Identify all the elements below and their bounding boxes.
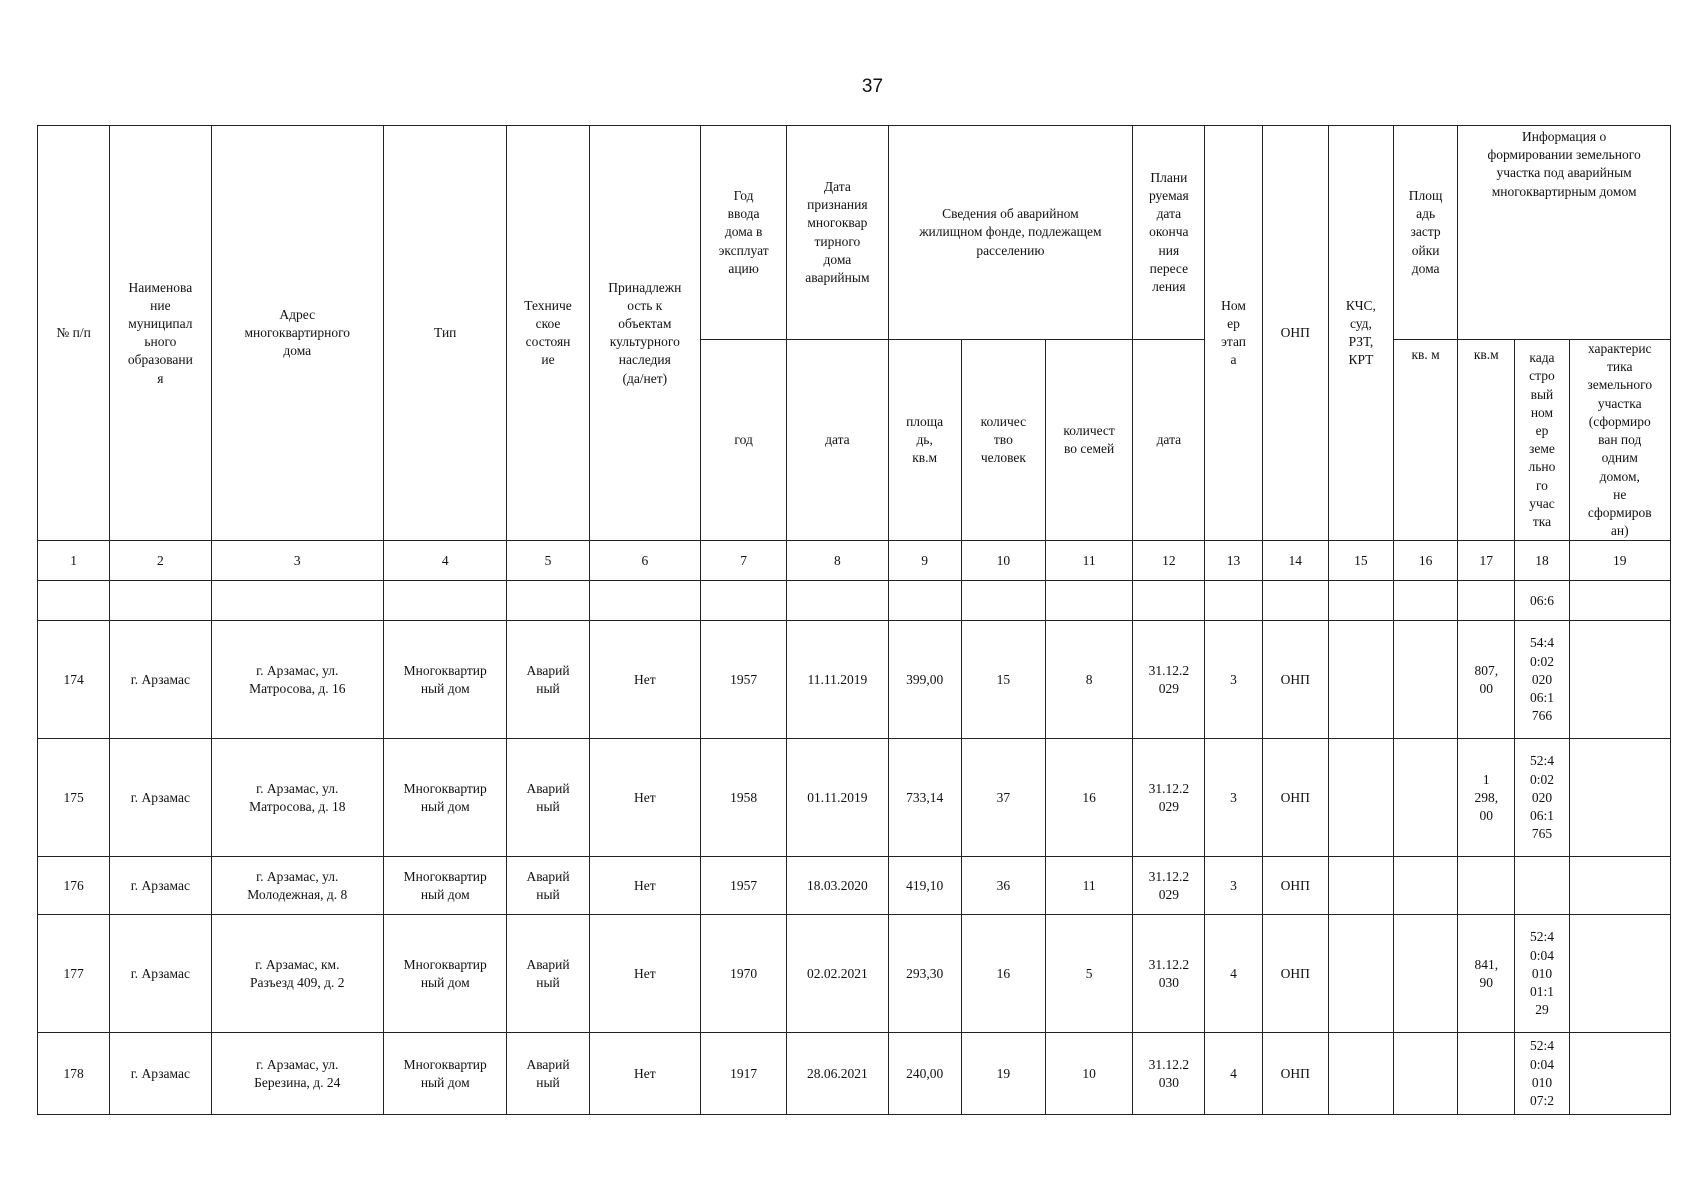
column-number-row <box>38 541 1671 581</box>
subheader-families: количест во семей <box>1046 340 1133 541</box>
cell-address: г. Арзамас, ул. Березина, д. 24 <box>211 1033 384 1115</box>
cell-municipality: г. Арзамас <box>110 739 211 857</box>
header-land-info: Информация о формировании земельного участка под аварийным многоквартирным домом <box>1458 126 1671 340</box>
column-number: 12 <box>1133 541 1205 581</box>
header-year: Год ввода дома в эксплуат ацию <box>700 126 786 340</box>
cell-stage: 3 <box>1205 739 1262 857</box>
cell-families: 8 <box>1046 621 1133 739</box>
cell-land-area <box>1458 857 1515 915</box>
subheader-people: количес тво человек <box>961 340 1045 541</box>
cell-state: Аварий ный <box>507 1033 589 1115</box>
cell-type: Многоквартир ный дом <box>384 915 507 1033</box>
cell-families: 11 <box>1046 857 1133 915</box>
empty-cell <box>38 581 110 621</box>
cell-onp: ОНП <box>1262 915 1328 1033</box>
cell-num: 177 <box>38 915 110 1033</box>
table-row <box>38 621 1671 739</box>
table-row <box>38 1033 1671 1115</box>
cell-type: Многоквартир ный дом <box>384 1033 507 1115</box>
column-number: 10 <box>961 541 1045 581</box>
cell-land-char <box>1569 915 1670 1033</box>
cell-heritage: Нет <box>589 915 700 1033</box>
cell-build-area <box>1394 739 1458 857</box>
cell-year: 1917 <box>700 1033 786 1115</box>
cell-land-char <box>1569 1033 1670 1115</box>
cell-people: 37 <box>961 739 1045 857</box>
header-address: Адрес многоквартирного дома <box>211 126 384 541</box>
cell-people: 15 <box>961 621 1045 739</box>
cell-year: 1957 <box>700 621 786 739</box>
header-kchs: КЧС, суд, РЗТ, КРТ <box>1328 126 1393 541</box>
subheader-area: площа дь, кв.м <box>888 340 961 541</box>
cell-area: 399,00 <box>888 621 961 739</box>
cell-heritage: Нет <box>589 857 700 915</box>
empty-cell <box>211 581 384 621</box>
subheader-resettle-date: дата <box>1133 340 1205 541</box>
header-heritage: Принадлежн ость к объектам культурного наследия (да/нет) <box>589 126 700 541</box>
cell-address: г. Арзамас, ул. Молодежная, д. 8 <box>211 857 384 915</box>
empty-cell <box>384 581 507 621</box>
cell-people: 16 <box>961 915 1045 1033</box>
cell-build-area <box>1394 621 1458 739</box>
column-number: 7 <box>700 541 786 581</box>
cell-kchs <box>1328 857 1393 915</box>
cell-area: 240,00 <box>888 1033 961 1115</box>
column-number: 11 <box>1046 541 1133 581</box>
subheader-build-area-unit: кв. м <box>1394 340 1458 541</box>
cell-recognition-date: 28.06.2021 <box>787 1033 888 1115</box>
cell-area: 733,14 <box>888 739 961 857</box>
cell-stage: 3 <box>1205 857 1262 915</box>
cell-year: 1957 <box>700 857 786 915</box>
page-number: 37 <box>861 76 884 97</box>
cell-state: Аварий ный <box>507 739 589 857</box>
column-number: 17 <box>1458 541 1515 581</box>
header-stage: Ном ер этап а <box>1205 126 1262 541</box>
table-row <box>38 857 1671 915</box>
column-number: 15 <box>1328 541 1393 581</box>
cell-kchs <box>1328 739 1393 857</box>
cell-kchs <box>1328 1033 1393 1115</box>
column-number: 3 <box>211 541 384 581</box>
cell-build-area <box>1394 1033 1458 1115</box>
cell-recognition-date: 18.03.2020 <box>787 857 888 915</box>
cell-municipality: г. Арзамас <box>110 915 211 1033</box>
header-build-area: Площ адь застр ойки дома <box>1394 126 1458 340</box>
cell-land-char <box>1569 857 1670 915</box>
empty-cell <box>700 581 786 621</box>
cell-area: 293,30 <box>888 915 961 1033</box>
cell-cadastral: 54:4 0:02 020 06:1 766 <box>1515 621 1569 739</box>
cell-heritage: Нет <box>589 739 700 857</box>
cell-land-area: 807, 00 <box>1458 621 1515 739</box>
cell-build-area <box>1394 857 1458 915</box>
column-number: 2 <box>110 541 211 581</box>
empty-cell <box>1394 581 1458 621</box>
cell-type: Многоквартир ный дом <box>384 857 507 915</box>
cell-address: г. Арзамас, ул. Матросова, д. 16 <box>211 621 384 739</box>
cell-recognition-date: 01.11.2019 <box>787 739 888 857</box>
header-municipality: Наименова ние муниципал ьного образовани я <box>110 126 211 541</box>
cell-cadastral: 52:4 0:04 010 07:2 <box>1515 1033 1569 1115</box>
cell-resettle-date: 31.12.2 029 <box>1133 739 1205 857</box>
column-number: 14 <box>1262 541 1328 581</box>
cell-land-area <box>1458 1033 1515 1115</box>
emergency-housing-table <box>37 125 1671 1115</box>
cell-num: 174 <box>38 621 110 739</box>
empty-cell <box>1328 581 1393 621</box>
cell-type: Многоквартир ный дом <box>384 739 507 857</box>
empty-cell <box>1569 581 1670 621</box>
empty-cell <box>1046 581 1133 621</box>
cell-resettle-date: 31.12.2 029 <box>1133 621 1205 739</box>
cell-onp: ОНП <box>1262 621 1328 739</box>
cell-recognition-date: 02.02.2021 <box>787 915 888 1033</box>
cell-num: 175 <box>38 739 110 857</box>
cell-year: 1970 <box>700 915 786 1033</box>
cell-families: 16 <box>1046 739 1133 857</box>
empty-cell <box>1133 581 1205 621</box>
empty-cell <box>110 581 211 621</box>
cell-heritage: Нет <box>589 1033 700 1115</box>
cell-kchs <box>1328 915 1393 1033</box>
cell-num: 178 <box>38 1033 110 1115</box>
cell-people: 36 <box>961 857 1045 915</box>
cell-stage: 4 <box>1205 1033 1262 1115</box>
cell-stage: 3 <box>1205 621 1262 739</box>
header-recognition-date: Дата признания многоквар тирного дома аварийным <box>787 126 888 340</box>
cell-municipality: г. Арзамас <box>110 621 211 739</box>
cell-recognition-date: 11.11.2019 <box>787 621 888 739</box>
cell-people: 19 <box>961 1033 1045 1115</box>
subheader-date: дата <box>787 340 888 541</box>
empty-cell <box>1458 581 1515 621</box>
cell-kchs <box>1328 621 1393 739</box>
column-number: 1 <box>38 541 110 581</box>
cell-municipality: г. Арзамас <box>110 1033 211 1115</box>
column-number: 8 <box>787 541 888 581</box>
empty-cell <box>1205 581 1262 621</box>
cell-land-char <box>1569 621 1670 739</box>
cell-land-area: 841, 90 <box>1458 915 1515 1033</box>
cell-stage: 4 <box>1205 915 1262 1033</box>
cell-resettle-date: 31.12.2 029 <box>1133 857 1205 915</box>
cell-type: Многоквартир ный дом <box>384 621 507 739</box>
cell-families: 10 <box>1046 1033 1133 1115</box>
subheader-year: год <box>700 340 786 541</box>
table-row <box>38 739 1671 857</box>
cell-onp: ОНП <box>1262 739 1328 857</box>
cell-heritage: Нет <box>589 621 700 739</box>
subheader-land-area-unit: кв.м <box>1458 340 1515 541</box>
column-number: 16 <box>1394 541 1458 581</box>
cell-land-area: 1 298, 00 <box>1458 739 1515 857</box>
cell-address: г. Арзамас, ул. Матросова, д. 18 <box>211 739 384 857</box>
cell-onp: ОНП <box>1262 1033 1328 1115</box>
empty-cell <box>1262 581 1328 621</box>
header-num: № п/п <box>38 126 110 541</box>
column-number: 5 <box>507 541 589 581</box>
empty-cell <box>589 581 700 621</box>
cell-state: Аварий ный <box>507 915 589 1033</box>
table-row <box>38 915 1671 1033</box>
cell-onp: ОНП <box>1262 857 1328 915</box>
cell-build-area <box>1394 915 1458 1033</box>
header-cadastral: када стро вый ном ер земе льно го учас тка <box>1515 340 1569 541</box>
cell-area: 419,10 <box>888 857 961 915</box>
cell-municipality: г. Арзамас <box>110 857 211 915</box>
header-row <box>38 126 1671 340</box>
cell-cadastral <box>1515 857 1569 915</box>
empty-cell <box>888 581 961 621</box>
header-state: Техниче ское состоян ие <box>507 126 589 541</box>
empty-cell <box>961 581 1045 621</box>
header-type: Тип <box>384 126 507 541</box>
cell-cadastral: 52:4 0:04 010 01:1 29 <box>1515 915 1569 1033</box>
cell-year: 1958 <box>700 739 786 857</box>
cell-families: 5 <box>1046 915 1133 1033</box>
column-number: 6 <box>589 541 700 581</box>
cell-state: Аварий ный <box>507 857 589 915</box>
column-number: 13 <box>1205 541 1262 581</box>
cell-resettle-date: 31.12.2 030 <box>1133 915 1205 1033</box>
cell-state: Аварий ный <box>507 621 589 739</box>
column-number: 4 <box>384 541 507 581</box>
cell-cadastral: 52:4 0:02 020 06:1 765 <box>1515 739 1569 857</box>
column-number: 18 <box>1515 541 1569 581</box>
cell-land-char <box>1569 739 1670 857</box>
cell-cadastral: 06:6 <box>1515 581 1569 621</box>
empty-cell <box>507 581 589 621</box>
cell-resettle-date: 31.12.2 030 <box>1133 1033 1205 1115</box>
cell-address: г. Арзамас, км. Разъезд 409, д. 2 <box>211 915 384 1033</box>
header-resettle-date: Плани руемая дата оконча ния пересе ления <box>1133 126 1205 340</box>
column-number: 9 <box>888 541 961 581</box>
continuation-row <box>38 581 1671 621</box>
header-emergency-fund: Сведения об аварийном жилищном фонде, подлежащем расселению <box>888 126 1133 340</box>
cell-num: 176 <box>38 857 110 915</box>
column-number: 19 <box>1569 541 1670 581</box>
header-land-char: характерис тика земельного участка (сформиро ван под одним домом, не сформиров ан) <box>1569 340 1670 541</box>
empty-cell <box>787 581 888 621</box>
header-onp: ОНП <box>1262 126 1328 541</box>
